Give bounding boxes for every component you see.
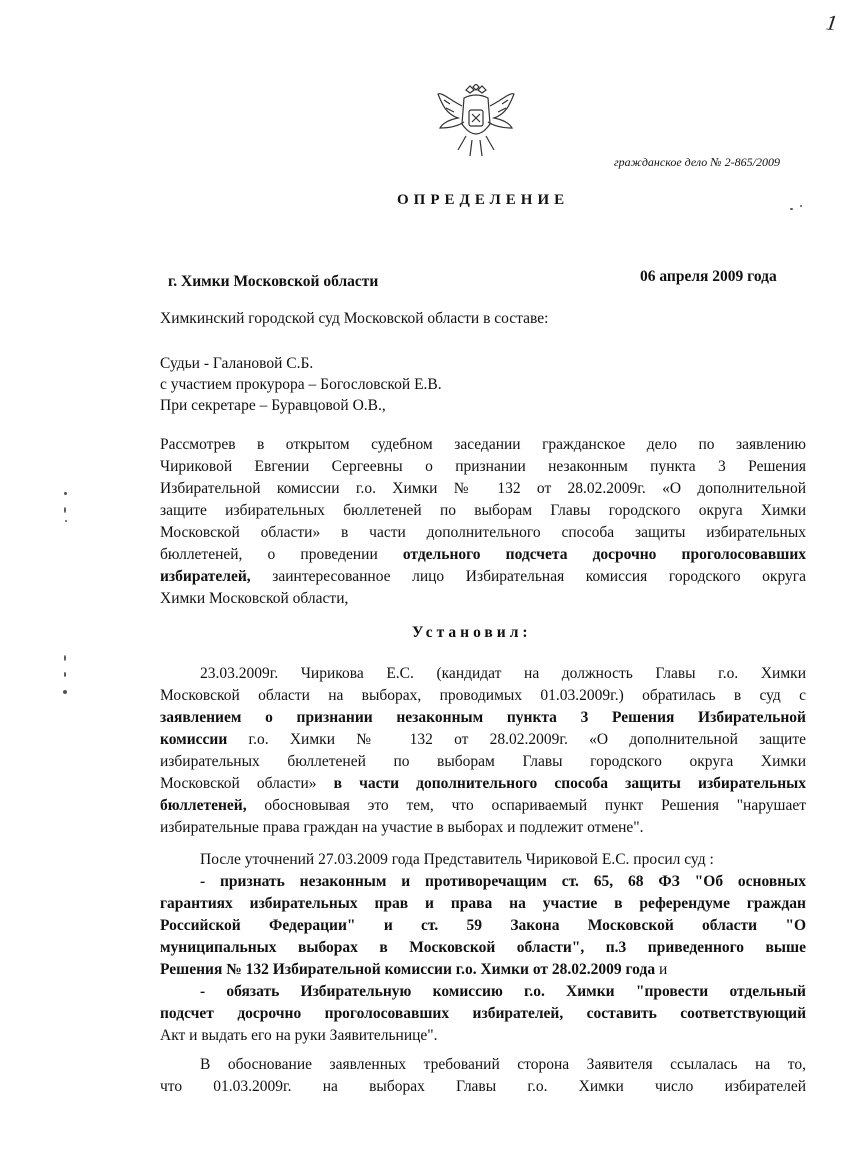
text-line bbox=[160, 773, 806, 795]
judge-line: Судьи - Галановой С.Б. bbox=[160, 355, 314, 372]
document-date: 06 апреля 2009 года bbox=[640, 268, 777, 285]
scan-speck bbox=[64, 672, 66, 677]
bold-run: бюллетеней, bbox=[160, 797, 247, 814]
scan-speck bbox=[800, 205, 802, 207]
prosecutor-line: с участием прокурора – Богословской Е.В. bbox=[160, 376, 442, 393]
bold-run: комиссии bbox=[160, 731, 228, 748]
text-line-bold: муниципальных выборах в Московской области", п.3 приведенного выше bbox=[160, 939, 806, 956]
text-line bbox=[160, 795, 806, 817]
text-line: избирательные права граждан на участие в выборах и подлежит отмене". bbox=[160, 819, 644, 836]
section-heading-established: Установил: bbox=[412, 624, 532, 641]
coat-of-arms-icon bbox=[436, 84, 516, 160]
text-line bbox=[160, 544, 806, 566]
scan-speck bbox=[64, 507, 66, 513]
bold-run: в части дополнительного способа защиты избирательных bbox=[316, 775, 806, 792]
text-line-bold: заявлением о признании незаконным пункта 3 Решения Избирательной bbox=[160, 709, 806, 726]
scan-speck bbox=[65, 520, 67, 522]
document-title: ОПРЕДЕЛЕНИЕ bbox=[397, 192, 570, 208]
text-line: Московской области на выборах, проводимых 01.03.2009г.) обратилась в суд с bbox=[160, 687, 806, 704]
text-line: Избирательной комиссии г.о. Химки № 132 от 28.02.2009г. «О дополнительной bbox=[160, 480, 806, 497]
text-line: что 01.03.2009г. на выборах Главы г.о. Химки число избирателей bbox=[160, 1078, 806, 1095]
scan-speck bbox=[790, 208, 793, 210]
text-run: и bbox=[655, 961, 668, 978]
text-line: защите избирательных бюллетеней по выборам Главы городского округа Химки bbox=[160, 502, 806, 519]
text-line-bold: гарантиях избирательных прав и права на участие в референдуме граждан bbox=[160, 895, 806, 912]
text-line bbox=[160, 729, 806, 751]
text-line: Акт и выдать его на руки Заявительнице". bbox=[160, 1027, 438, 1044]
text-line bbox=[160, 959, 806, 981]
bold-run: отдельного подсчета досрочно проголосовавших bbox=[402, 546, 806, 563]
text-line: После уточнений 27.03.2009 года Представитель Чириковой Е.С. просил суд : bbox=[200, 851, 714, 868]
text-line: Химки Московской области, bbox=[160, 590, 349, 607]
considering-paragraph bbox=[160, 434, 806, 610]
page-number: 1 bbox=[824, 9, 839, 36]
text-line: В обоснование заявленных требований сторона Заявителя ссылалась на то, bbox=[200, 1056, 806, 1073]
place: г. Химки Московской области bbox=[168, 273, 379, 290]
text-run: г.о. Химки № 132 от 28.02.2009г. «О дополнительной защите bbox=[227, 731, 806, 748]
text-line-bold: - признать незаконным и противоречащим ст. 65, 68 ФЗ "Об основных bbox=[200, 873, 806, 890]
scan-speck bbox=[64, 655, 66, 661]
text-run: заинтересованное лицо Избирательная комиссия городского округа bbox=[250, 568, 806, 585]
bold-run: избирателей, bbox=[160, 568, 251, 585]
case-number: гражданское дело № 2-865/2009 bbox=[614, 155, 780, 169]
paragraph-application bbox=[160, 663, 806, 839]
paragraph-grounds bbox=[160, 1054, 806, 1098]
text-line: Чириковой Евгении Сергеевны о признании незаконным пункта 3 Решения bbox=[160, 458, 806, 475]
bold-run: Решения № 132 Избирательной комиссии г.о. Химки от 28.02.2009 года bbox=[160, 961, 656, 978]
text-line-bold: Российской Федерации" и ст. 59 Закона Московской области "О bbox=[160, 917, 806, 934]
text-run: обосновывая это тем, что оспариваемый пункт Решения "нарушает bbox=[246, 797, 806, 814]
text-run: Московской области» bbox=[160, 775, 317, 792]
text-line: избирательных бюллетеней по выборам Главы городского округа Химки bbox=[160, 753, 806, 770]
text-line: Московской области» в части дополнительного способа защиты избирательных bbox=[160, 524, 806, 541]
text-run: бюллетеней, о проведении bbox=[160, 546, 403, 563]
text-line bbox=[160, 566, 806, 588]
text-line-bold: - обязать Избирательную комиссию г.о. Химки "провести отдельный bbox=[200, 983, 806, 1000]
secretary-line: При секретаре – Буравцовой О.В., bbox=[160, 397, 386, 414]
paragraph-clarifications bbox=[160, 849, 806, 1047]
court-composition: Химкинский городской суд Московской области в составе: bbox=[160, 310, 549, 327]
text-line-bold: подсчет досрочно проголосовавших избирателей, составить соответствующий bbox=[160, 1005, 806, 1022]
scan-speck bbox=[63, 690, 67, 694]
text-line: 23.03.2009г. Чирикова Е.С. (кандидат на должность Главы г.о. Химки bbox=[200, 665, 806, 682]
scan-speck bbox=[64, 492, 67, 495]
text-line: Рассмотрев в открытом судебном заседании гражданское дело по заявлению bbox=[160, 436, 806, 453]
